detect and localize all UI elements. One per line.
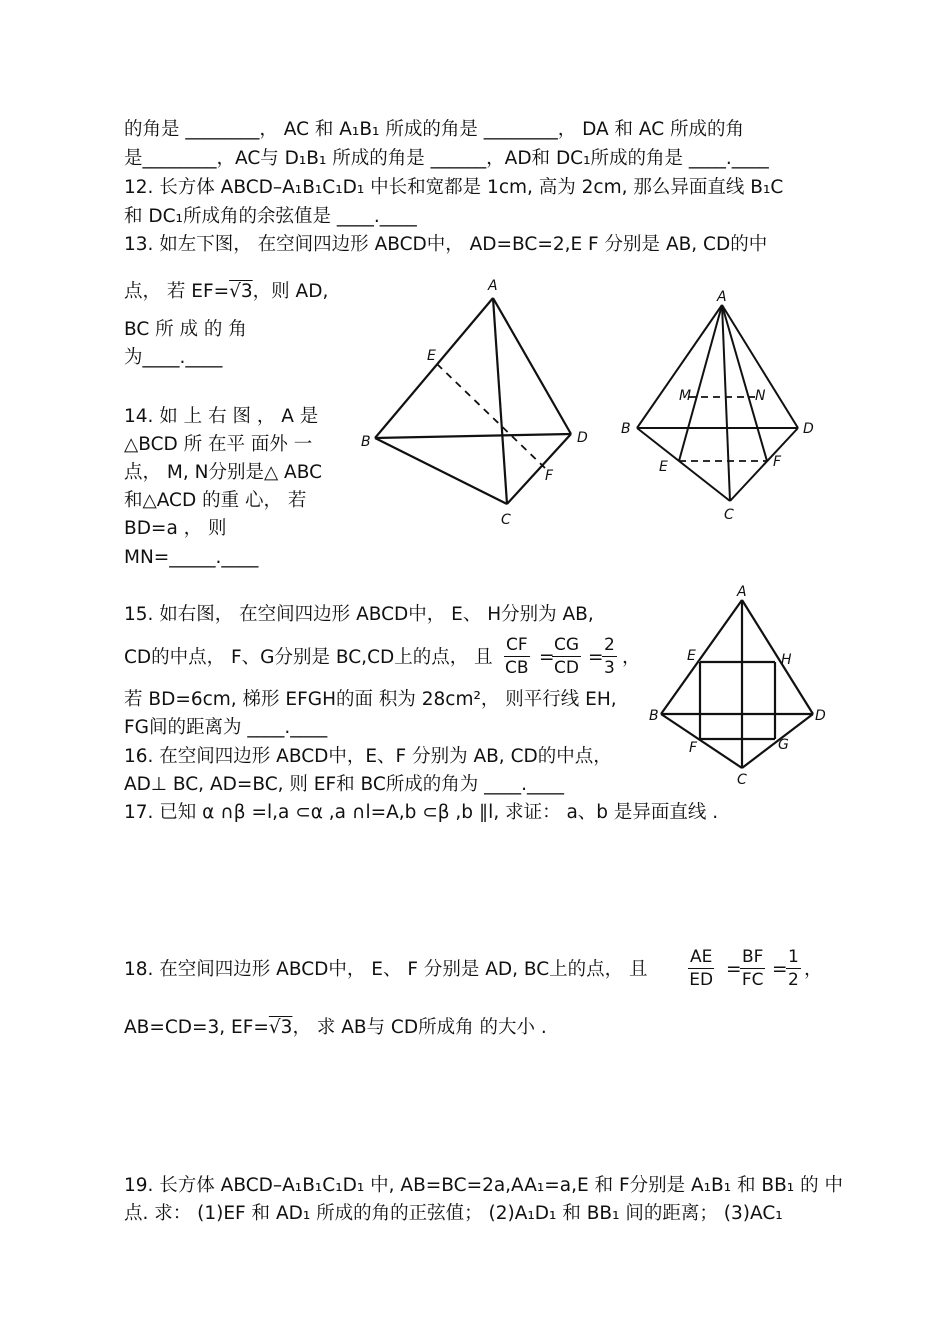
fig2-label-m: M	[679, 388, 692, 404]
frac-num: 1	[788, 947, 799, 967]
q15-line-e: FG间的距离为 ____.____	[124, 717, 328, 738]
sqrt-3: √3	[268, 1017, 293, 1038]
q15-line-d: 若 BD=6cm, 梯形 EFGH的面 积为 28cm²， 则平行线 EH,	[124, 689, 617, 710]
q15-line-a: 15. 如右图， 在空间四边形 ABCD中， E、 H分别为 AB,	[124, 604, 594, 625]
question-17: 17. 已知 α ∩β =l,a ⊂α ,a ∩l=A,b ⊂β ,b ∥l, 求证： a、b 是异面直线 .	[124, 802, 719, 823]
q13-line-d: 为____.____	[124, 347, 223, 368]
question-12-cont: 和 DC₁所成角的余弦值是 ____.____	[124, 206, 417, 227]
q13-line-a	[124, 280, 328, 304]
q15-line-b: CD的中点， F、G分别是 BC,CD上的点， 且	[124, 647, 493, 668]
q18-text-d: ， 求 AB与 CD所成角 的大小 .	[292, 1017, 547, 1038]
figure-pyramid-mn	[615, 283, 830, 523]
equals-sign: =	[539, 647, 555, 668]
fig1-label-e: E	[427, 348, 436, 364]
frac-num: 2	[604, 635, 615, 655]
q14-line-d: 和△ACD 的重 心， 若	[124, 490, 307, 511]
fig1-label-f: F	[545, 468, 554, 484]
fraction-bf-fc	[740, 946, 765, 991]
fig3-label-c: C	[737, 772, 747, 787]
q18-text-c: AB=CD=3, EF=	[124, 1017, 269, 1038]
fraction-cg-cd	[552, 634, 581, 679]
frac-den: 3	[604, 658, 615, 678]
q13-text-b: ，则 AD,	[252, 281, 329, 302]
equals-sign: =	[772, 959, 788, 980]
q14-line-c: 点， M, N分别是△ ABC	[124, 462, 322, 483]
fig2-label-d: D	[803, 421, 814, 437]
equals-sign: =	[588, 647, 604, 668]
fraction-ae-ed	[688, 946, 714, 991]
q18-line-a: 18. 在空间四边形 ABCD中， E、 F 分别是 AD, BC上的点， 且	[124, 959, 648, 980]
fig3-label-e: E	[687, 648, 696, 664]
equals-sign: =	[726, 959, 742, 980]
q19-line-a: 19. 长方体 ABCD–A₁B₁C₁D₁ 中, AB=BC=2a,AA₁=a,E 和 F分别是 A₁B₁ 和 BB₁ 的 中	[124, 1175, 843, 1196]
q13-line-c: BC 所 成 的 角	[124, 319, 247, 340]
fig2-label-a: A	[717, 289, 727, 305]
fig2-label-c: C	[724, 507, 734, 523]
comma: ，	[804, 959, 823, 980]
q14-line-f: MN=_____.____	[124, 547, 259, 568]
fig3-label-g: G	[778, 737, 789, 753]
line-1: 的角是 ________， AC 和 A₁B₁ 所成的角是 ________， DA 和 AC 所成的角	[124, 119, 745, 140]
frac-den: ED	[689, 970, 714, 990]
q14-line-b: △BCD 所 在平 面外 一	[124, 434, 313, 455]
fig2-label-e: E	[659, 459, 668, 475]
comma: ，	[622, 647, 641, 668]
figure-efgh	[645, 582, 830, 787]
line-2: 是________，AC与 D₁B₁ 所成的角是 ______，AD和 DC₁所成的角是 ____.____	[124, 148, 769, 169]
q18-line-c	[124, 1016, 547, 1040]
fig2-label-n: N	[755, 388, 766, 404]
question-13: 13. 如左下图， 在空间四边形 ABCD中， AD=BC=2,E F 分别是 AB, CD的中	[124, 234, 768, 255]
frac-num: CG	[554, 635, 580, 655]
q14-line-e: BD=a ， 则	[124, 518, 227, 539]
frac-den: 2	[788, 970, 799, 990]
fig1-label-d: D	[577, 430, 588, 446]
frac-num: AE	[690, 947, 713, 967]
question-12: 12. 长方体 ABCD–A₁B₁C₁D₁ 中长和宽都是 1cm, 高为 2cm, 那么异面直线 B₁C	[124, 177, 784, 198]
fig2-label-f: F	[773, 454, 782, 470]
fig3-label-d: D	[815, 708, 826, 724]
fig1-label-c: C	[501, 512, 511, 528]
sqrt-3: √3	[229, 281, 253, 302]
q19-line-b: 点. 求： (1)EF 和 AD₁ 所成的角的正弦值； (2)A₁D₁ 和 BB₁ 间的距离； (3)AC₁	[124, 1203, 783, 1224]
frac-num: BF	[742, 947, 764, 967]
fig1-label-a: A	[488, 278, 498, 294]
frac-den: FC	[741, 970, 764, 990]
frac-den: CD	[554, 658, 579, 678]
fig3-label-b: B	[649, 708, 659, 724]
fraction-2-3	[602, 634, 617, 679]
fig3-label-h: H	[781, 652, 792, 668]
frac-num: CF	[506, 635, 528, 655]
q13-text-a: 点， 若 EF=	[124, 281, 230, 302]
q16-line-b: AD⊥ BC, AD=BC, 则 EF和 BC所成的角为 ____.____	[124, 774, 565, 795]
fig1-label-b: B	[361, 434, 371, 450]
q14-line-a: 14. 如 上 右 图 ， A 是	[124, 406, 319, 427]
frac-den: CB	[505, 658, 529, 678]
figure-tetrahedron-ef	[355, 272, 605, 532]
fraction-1-2	[786, 946, 801, 991]
fig2-label-b: B	[621, 421, 631, 437]
fraction-cf-cb	[504, 634, 530, 679]
fig3-label-a: A	[737, 584, 747, 600]
fig3-label-f: F	[689, 740, 698, 756]
q16-line-a: 16. 在空间四边形 ABCD中，E、F 分别为 AB, CD的中点，	[124, 746, 612, 767]
